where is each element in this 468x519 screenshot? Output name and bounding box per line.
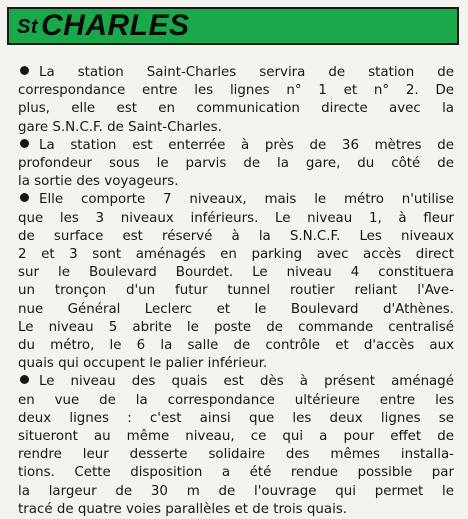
line-text: du métro, le 6 la salle de contrôle et d'accès aux (18, 338, 454, 354)
bullet-icon (20, 193, 29, 202)
line-text: tions. Cette disposition a été rendue possible par (18, 465, 454, 481)
paragraph (18, 64, 454, 137)
text-line (18, 119, 454, 137)
text-line (18, 410, 454, 428)
bullet-icon (20, 139, 29, 148)
line-text: rendre leur desserte solidaire des mêmes installa- (18, 447, 454, 463)
text-line (18, 246, 454, 264)
text-line (18, 228, 454, 246)
paragraph (18, 191, 454, 373)
line-text: Le niveau des quais est dès à présent aménagé (39, 374, 454, 390)
text-line (18, 191, 454, 209)
line-text: plus, elle est en communication directe avec la (18, 101, 454, 117)
line-text: la sortie des voyageurs. (18, 174, 179, 190)
line-text: nue Général Leclerc et le Boulevard d'Athènes. (18, 301, 454, 317)
line-text: en vue de la correspondance ultérieure entre les (18, 392, 454, 408)
line-text: Elle comporte 7 niveaux, mais le métro n'utilise (39, 192, 454, 208)
text-line (18, 319, 454, 337)
text-line (18, 100, 454, 118)
page-title (17, 8, 190, 47)
text-line (18, 446, 454, 464)
text-line (18, 501, 454, 519)
line-text: La station Saint-Charles servira de station de (39, 65, 454, 80)
text-line (18, 264, 454, 282)
text-line (18, 137, 454, 155)
bullet-icon (20, 375, 29, 384)
line-text: Le niveau 5 abrite le poste de commande centralisé (18, 319, 454, 335)
bullet-icon (20, 66, 29, 75)
line-text: de surface est réservé à la S.N.C.F. Les niveaux (18, 228, 454, 244)
line-text: profondeur sous le parvis de la gare, du côté de (18, 156, 454, 172)
text-line (18, 301, 454, 319)
text-line (18, 282, 454, 300)
text-line (18, 428, 454, 446)
line-text: deux lignes : c'est ainsi que les deux lignes se (18, 410, 454, 426)
line-text: La station est enterrée à près de 36 mètres de (39, 137, 454, 153)
text-line (18, 483, 454, 501)
title-superscript: St (17, 16, 38, 38)
line-text: correspondance entre les lignes n° 1 et n° 2. De (18, 83, 454, 99)
line-text: un tronçon d'un futur tunnel routier reliant l'Ave- (18, 283, 454, 299)
text-line (18, 373, 454, 391)
text-line (18, 355, 454, 373)
line-text: situeront au même niveau, ce qui a pour effet de (18, 429, 454, 445)
line-text: que les 3 niveaux inférieurs. Le niveau 1, à fleur (18, 210, 454, 226)
line-text: quais qui occupent le palier inférieur. (18, 356, 268, 372)
line-text: la largeur de 30 m de l'ouvrage qui permet le (18, 483, 454, 499)
line-text: gare S.N.C.F. de Saint-Charles. (18, 119, 222, 135)
title-main: CHARLES (41, 9, 190, 42)
line-text: sur le Boulevard Bourdet. Le niveau 4 constituera (18, 265, 454, 281)
text-line (18, 464, 454, 482)
text-line (18, 210, 454, 228)
paragraph (18, 137, 454, 192)
text-line (18, 155, 454, 173)
article-body (18, 64, 454, 519)
text-line (18, 82, 454, 100)
paragraph (18, 373, 454, 519)
text-line (18, 392, 454, 410)
text-line (18, 64, 454, 82)
text-line (18, 173, 454, 191)
line-text: 2 et 3 sont aménagés en parking avec accès direct (18, 247, 454, 263)
text-line (18, 337, 454, 355)
line-text: tracé de quatre voies parallèles et de trois quais. (18, 501, 348, 517)
title-banner (7, 7, 459, 45)
